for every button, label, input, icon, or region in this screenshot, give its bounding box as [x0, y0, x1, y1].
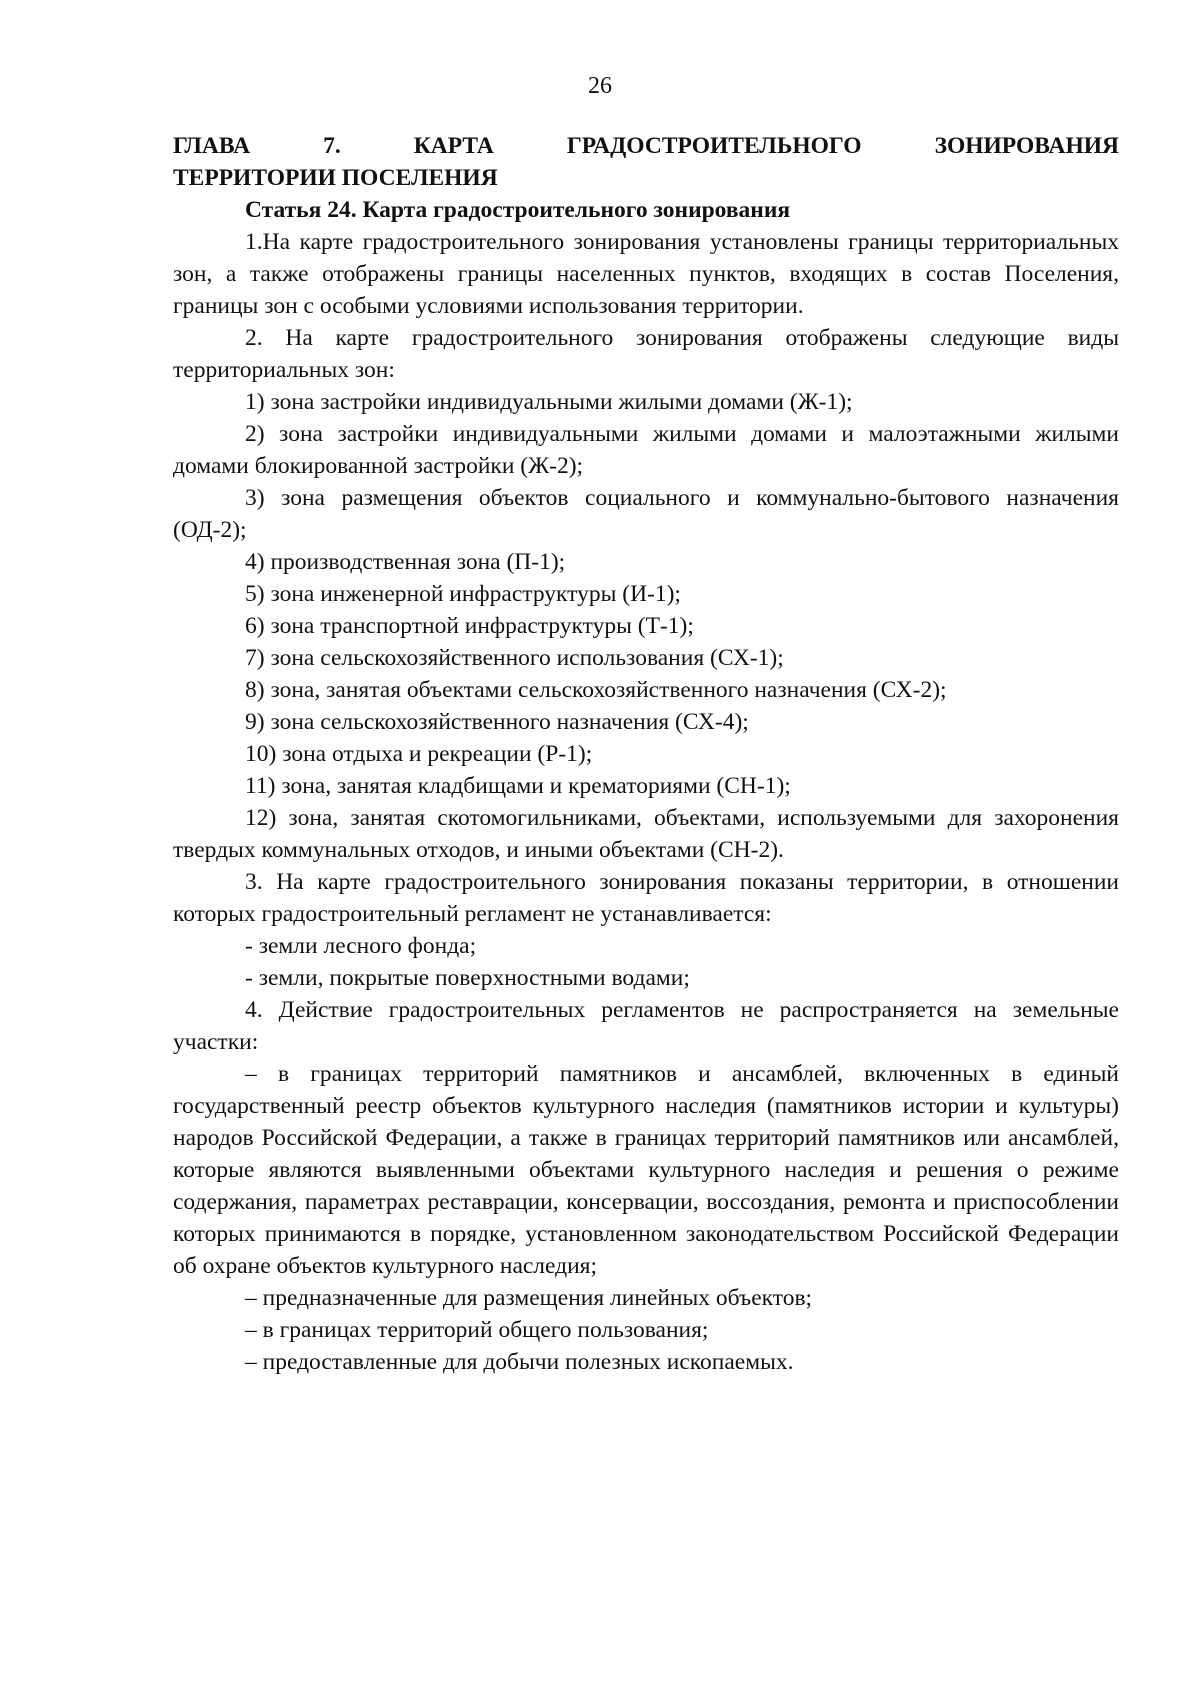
zone-item: 8) зона, занятая объектами сельскохозяйственного назначения (СХ-2); — [245, 677, 947, 703]
chapter-heading-line-2: ТЕРРИТОРИИ ПОСЕЛЕНИЯ — [173, 165, 498, 191]
chapter-heading — [173, 130, 1119, 194]
page-number: 26 — [588, 73, 612, 99]
excluded-land-item: - земли лесного фонда; — [245, 933, 477, 959]
land-plot-item: – в границах территорий общего пользования; — [245, 1317, 709, 1343]
zone-item: 3) зона размещения объектов социального и коммунально-бытового назначения (ОД-2); — [173, 485, 1119, 543]
excluded-land-item: - земли, покрытые поверхностными водами; — [245, 965, 690, 991]
zone-item: 11) зона, занятая кладбищами и крематориями (СН-1); — [245, 773, 791, 799]
zone-item: 6) зона транспортной инфраструктуры (Т-1); — [245, 613, 694, 639]
article-title: Статья 24. Карта градостроительного зонирования — [245, 197, 791, 223]
zone-item: 10) зона отдыха и рекреации (Р-1); — [245, 741, 593, 767]
zone-item: 2) зона застройки индивидуальными жилыми домами и малоэтажными жилыми домами блокированной застройки (Ж-2); — [173, 421, 1119, 479]
zone-item: 4) производственная зона (П-1); — [245, 549, 566, 575]
land-plot-item: – в границах территорий памятников и ансамблей, включенных в единый государственный реестр объектов культурного наследия (памятников истории и культуры) народов Российской Федерации, а также в границах территорий памятников или ансамблей, которые являются выявленными объектами культурного наследия и решения о режиме содержания, параметрах реставрации, консервации, воссоздания, ремонта и приспособлении которых принимаются в порядке, установленном законодательством Российской Федерации об охране объектов культурного наследия; — [173, 1061, 1119, 1279]
zone-item: 12) зона, занятая скотомогильниками, объектами, используемыми для захоронения твердых коммунальных отходов, и иными объектами (СН-2). — [173, 805, 1119, 863]
land-plot-item: – предоставленные для добычи полезных ископаемых. — [245, 1349, 794, 1375]
paragraph-2: 2. На карте градостроительного зонирования отображены следующие виды территориальных зон: — [173, 325, 1119, 383]
zone-item: 7) зона сельскохозяйственного использования (СХ-1); — [245, 645, 784, 671]
document-body — [173, 130, 1119, 1378]
land-plot-item: – предназначенные для размещения линейных объектов; — [245, 1285, 813, 1311]
paragraph-3: 3. На карте градостроительного зонирования показаны территории, в отношении которых градостроительный регламент не устанавливается: — [173, 869, 1119, 927]
chapter-heading-line-1: ГЛАВА 7. КАРТА ГРАДОСТРОИТЕЛЬНОГО ЗОНИРОВАНИЯ — [173, 133, 1119, 159]
zone-item: 9) зона сельскохозяйственного назначения (СХ-4); — [245, 709, 749, 735]
paragraph-4: 4. Действие градостроительных регламентов не распространяется на земельные участки: — [173, 997, 1119, 1055]
zone-item: 1) зона застройки индивидуальными жилыми домами (Ж-1); — [245, 389, 853, 415]
paragraph-1: 1.На карте градостроительного зонирования установлены границы территориальных зон, а также отображены границы населенных пунктов, входящих в состав Поселения, границы зон с особыми условиями использования территории. — [173, 229, 1119, 319]
zone-item: 5) зона инженерной инфраструктуры (И-1); — [245, 581, 681, 607]
